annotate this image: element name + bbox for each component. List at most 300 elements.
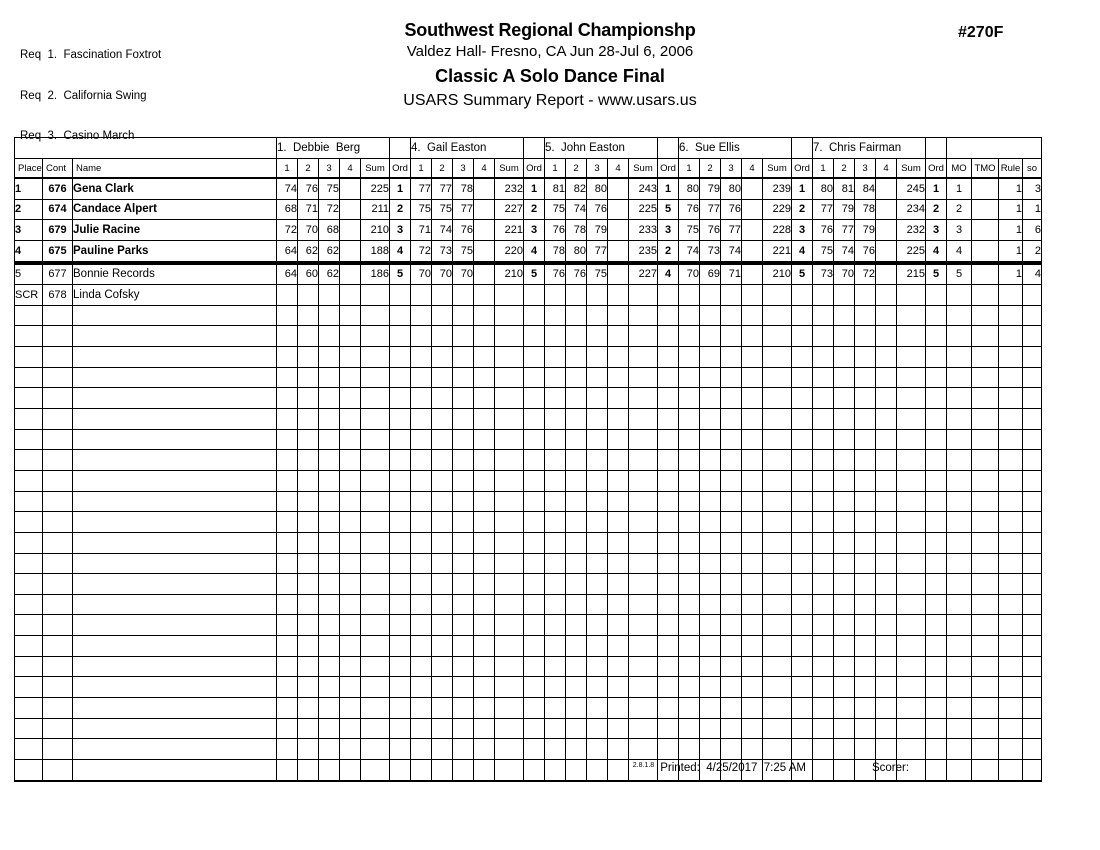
col-header-judge3-3: 3 <box>587 159 608 179</box>
contestant-number-cell: 674 <box>43 199 73 220</box>
place-cell <box>15 698 43 719</box>
skater-name-cell: Bonnie Records <box>73 263 277 285</box>
score-cell <box>340 326 361 347</box>
place-cell: SCR <box>15 285 43 306</box>
score-cell <box>298 285 319 306</box>
sum-cell <box>629 718 658 739</box>
score-cell <box>298 305 319 326</box>
score-cell <box>834 285 855 306</box>
score-cell <box>411 677 432 698</box>
ordinal-cell <box>926 698 947 719</box>
rule-cell <box>999 574 1023 595</box>
score-cell <box>587 367 608 388</box>
score-cell <box>340 305 361 326</box>
sum-cell <box>763 615 792 636</box>
sum-cell <box>897 615 926 636</box>
score-cell: 77 <box>587 240 608 262</box>
empty-row <box>15 367 1042 388</box>
score-cell <box>453 532 474 553</box>
skater-name-cell <box>73 326 277 347</box>
ordinal-cell <box>658 718 679 739</box>
tmo-cell <box>972 574 999 595</box>
ordinal-cell <box>390 305 411 326</box>
score-cell <box>545 636 566 657</box>
place-cell: 5 <box>15 263 43 285</box>
mo-cell <box>947 285 972 306</box>
score-cell <box>545 698 566 719</box>
score-cell <box>432 450 453 471</box>
col-header-judge3-4: 4 <box>608 159 629 179</box>
ordinal-cell <box>926 388 947 409</box>
score-cell <box>587 594 608 615</box>
score-cell <box>545 429 566 450</box>
sum-cell <box>897 429 926 450</box>
place-cell <box>15 636 43 657</box>
score-cell: 77 <box>700 199 721 220</box>
score-cell <box>566 450 587 471</box>
ordinal-cell <box>792 615 813 636</box>
so-cell: 1 <box>1023 199 1042 220</box>
software-version: 2.8.1.8 <box>632 762 655 769</box>
score-cell <box>876 470 897 491</box>
sum-cell <box>361 677 390 698</box>
score-cell <box>474 220 495 241</box>
score-cell <box>813 553 834 574</box>
place-cell <box>15 326 43 347</box>
score-cell <box>319 553 340 574</box>
score-cell <box>453 636 474 657</box>
score-cell <box>277 574 298 595</box>
score-cell: 80 <box>587 178 608 199</box>
ordinal-cell <box>524 574 545 595</box>
score-cell <box>474 594 495 615</box>
so-cell <box>1023 367 1042 388</box>
score-cell <box>876 491 897 512</box>
score-cell: 64 <box>277 263 298 285</box>
header-spacer-left <box>15 138 277 159</box>
score-cell <box>277 739 298 760</box>
so-cell <box>1023 656 1042 677</box>
score-cell <box>742 240 763 262</box>
sum-cell <box>361 347 390 368</box>
score-cell <box>566 739 587 760</box>
tmo-cell <box>972 240 999 262</box>
tmo-cell <box>972 199 999 220</box>
so-cell: 6 <box>1023 220 1042 241</box>
contestant-number-cell <box>43 574 73 595</box>
score-cell <box>813 326 834 347</box>
contestant-number-cell <box>43 512 73 533</box>
sum-cell <box>897 553 926 574</box>
score-cell <box>432 574 453 595</box>
mo-cell <box>947 470 972 491</box>
rule-cell: 1 <box>999 220 1023 241</box>
ordinal-cell <box>792 718 813 739</box>
sum-cell <box>897 698 926 719</box>
score-cell <box>277 677 298 698</box>
ordinal-cell <box>524 409 545 430</box>
score-cell <box>608 409 629 430</box>
score-cell <box>855 388 876 409</box>
score-cell: 75 <box>411 199 432 220</box>
sum-cell <box>629 409 658 430</box>
score-cell <box>742 285 763 306</box>
rule-cell <box>999 759 1023 780</box>
score-cell <box>608 178 629 199</box>
sum-cell <box>361 367 390 388</box>
rule-cell <box>999 677 1023 698</box>
score-cell: 73 <box>813 263 834 285</box>
ordinal-cell: 3 <box>792 220 813 241</box>
score-cell <box>453 326 474 347</box>
sum-cell <box>897 718 926 739</box>
score-cell <box>566 512 587 533</box>
ordinal-cell <box>524 450 545 471</box>
score-cell <box>813 574 834 595</box>
mo-cell <box>947 656 972 677</box>
score-cell: 77 <box>432 178 453 199</box>
score-cell <box>566 677 587 698</box>
score-cell <box>587 656 608 677</box>
score-cell <box>876 512 897 533</box>
score-cell <box>742 367 763 388</box>
sum-cell <box>629 347 658 368</box>
score-cell <box>813 388 834 409</box>
ordinal-cell: 3 <box>390 220 411 241</box>
ordinal-cell: 4 <box>524 240 545 262</box>
score-cell <box>319 491 340 512</box>
place-cell <box>15 450 43 471</box>
mo-cell <box>947 367 972 388</box>
ordinal-cell <box>926 367 947 388</box>
ordinal-cell: 1 <box>792 178 813 199</box>
so-cell <box>1023 512 1042 533</box>
tmo-cell <box>972 178 999 199</box>
score-cell <box>608 388 629 409</box>
col-header-judge4-2: 2 <box>700 159 721 179</box>
score-cell <box>679 470 700 491</box>
score-cell <box>587 739 608 760</box>
score-cell <box>587 409 608 430</box>
score-cell: 70 <box>411 263 432 285</box>
score-cell <box>432 491 453 512</box>
ordinal-cell <box>792 367 813 388</box>
tmo-cell <box>972 759 999 780</box>
score-cell <box>834 347 855 368</box>
col-header-tmo: TMO <box>972 159 999 179</box>
place-cell: 1 <box>15 178 43 199</box>
sum-cell <box>629 470 658 491</box>
score-cell: 70 <box>432 263 453 285</box>
contestant-number-cell <box>43 636 73 657</box>
score-cell <box>813 532 834 553</box>
sum-cell <box>629 532 658 553</box>
tmo-cell <box>972 450 999 471</box>
sum-cell <box>897 285 926 306</box>
rule-cell <box>999 532 1023 553</box>
score-cell <box>855 698 876 719</box>
score-cell <box>855 285 876 306</box>
contestant-number-cell <box>43 326 73 347</box>
score-cell <box>813 512 834 533</box>
judge-name-5: 7. Chris Fairman <box>813 138 926 159</box>
ordinal-cell <box>926 739 947 760</box>
mo-cell <box>947 594 972 615</box>
score-cell <box>587 574 608 595</box>
score-cell: 76 <box>298 178 319 199</box>
contestant-number-cell <box>43 759 73 780</box>
score-cell <box>813 615 834 636</box>
skater-name-cell <box>73 305 277 326</box>
score-cell <box>608 367 629 388</box>
so-cell <box>1023 491 1042 512</box>
score-cell <box>742 698 763 719</box>
score-cell <box>876 367 897 388</box>
score-cell <box>474 199 495 220</box>
score-cell <box>453 615 474 636</box>
score-cell: 71 <box>411 220 432 241</box>
sum-cell: 245 <box>897 178 926 199</box>
sum-cell <box>897 677 926 698</box>
score-cell <box>411 739 432 760</box>
ordinal-cell: 3 <box>658 220 679 241</box>
score-cell: 74 <box>834 240 855 262</box>
report-header <box>0 20 1100 110</box>
score-cell <box>453 470 474 491</box>
ordinal-cell <box>792 594 813 615</box>
score-cell <box>319 388 340 409</box>
score-cell <box>679 409 700 430</box>
score-cell <box>566 367 587 388</box>
mo-cell <box>947 450 972 471</box>
score-cell <box>855 656 876 677</box>
score-cell <box>721 388 742 409</box>
score-cell <box>319 532 340 553</box>
score-cell <box>340 656 361 677</box>
requirement-line-3: Req 3. Casino March <box>20 130 135 142</box>
score-cell <box>608 594 629 615</box>
score-cell <box>340 470 361 491</box>
contestant-number-cell <box>43 470 73 491</box>
sum-cell <box>897 636 926 657</box>
score-cell <box>742 470 763 491</box>
score-cell <box>608 615 629 636</box>
score-cell <box>742 656 763 677</box>
empty-row <box>15 594 1042 615</box>
score-cell <box>277 553 298 574</box>
score-cell <box>721 656 742 677</box>
score-cell <box>700 326 721 347</box>
skater-row <box>15 240 1042 262</box>
score-cell <box>834 450 855 471</box>
score-cell <box>608 718 629 739</box>
score-cell <box>340 677 361 698</box>
score-cell <box>813 470 834 491</box>
place-cell <box>15 615 43 636</box>
rule-cell <box>999 615 1023 636</box>
sum-cell <box>495 677 524 698</box>
score-cell <box>298 532 319 553</box>
tmo-cell <box>972 532 999 553</box>
score-cell <box>813 636 834 657</box>
score-cell <box>340 718 361 739</box>
ordinal-cell <box>926 656 947 677</box>
ordinal-cell <box>658 367 679 388</box>
sum-cell <box>361 305 390 326</box>
skater-name-cell <box>73 759 277 780</box>
score-cell <box>432 305 453 326</box>
score-cell <box>566 491 587 512</box>
score-cell <box>474 512 495 533</box>
header-spacer-ord <box>524 138 545 159</box>
score-cell <box>474 759 495 780</box>
skater-name-cell <box>73 553 277 574</box>
score-cell <box>340 594 361 615</box>
sum-cell <box>897 347 926 368</box>
score-cell: 64 <box>277 240 298 262</box>
score-cell <box>608 677 629 698</box>
score-cell <box>411 326 432 347</box>
mo-cell <box>947 698 972 719</box>
so-cell <box>1023 553 1042 574</box>
ordinal-cell <box>524 656 545 677</box>
sum-cell <box>495 615 524 636</box>
place-cell <box>15 718 43 739</box>
ordinal-cell <box>524 718 545 739</box>
score-cell: 76 <box>545 220 566 241</box>
score-cell: 76 <box>679 199 700 220</box>
contestant-number-cell <box>43 656 73 677</box>
score-cell <box>319 615 340 636</box>
ordinal-cell <box>390 574 411 595</box>
score-cell <box>813 367 834 388</box>
score-cell <box>834 367 855 388</box>
empty-row <box>15 574 1042 595</box>
score-cell <box>834 553 855 574</box>
ordinal-cell <box>926 409 947 430</box>
score-cell <box>474 429 495 450</box>
score-cell <box>340 347 361 368</box>
score-cell <box>545 491 566 512</box>
ordinal-cell <box>390 388 411 409</box>
skater-name-cell: Gena Clark <box>73 178 277 199</box>
score-cell <box>855 347 876 368</box>
score-cell <box>834 615 855 636</box>
score-cell <box>742 326 763 347</box>
score-cell <box>340 615 361 636</box>
skater-name-cell <box>73 636 277 657</box>
ordinal-cell <box>926 677 947 698</box>
score-cell <box>587 285 608 306</box>
score-cell <box>319 450 340 471</box>
so-cell <box>1023 305 1042 326</box>
score-cell <box>432 429 453 450</box>
score-cell <box>855 305 876 326</box>
scorer-label: Scorer: <box>871 762 910 774</box>
score-cell <box>679 326 700 347</box>
sum-cell <box>763 594 792 615</box>
score-cell <box>432 615 453 636</box>
report-type: USARS Summary Report - www.usars.us <box>403 92 697 109</box>
skater-name-cell <box>73 347 277 368</box>
score-cell: 80 <box>721 178 742 199</box>
score-cell <box>411 718 432 739</box>
tmo-cell <box>972 512 999 533</box>
score-cell <box>319 367 340 388</box>
rule-cell <box>999 491 1023 512</box>
sum-cell: 221 <box>495 220 524 241</box>
score-cell <box>876 594 897 615</box>
tmo-cell <box>972 491 999 512</box>
score-cell <box>566 594 587 615</box>
place-cell <box>15 347 43 368</box>
score-cell <box>834 429 855 450</box>
score-cell: 81 <box>834 178 855 199</box>
rule-cell <box>999 698 1023 719</box>
contestant-number-cell <box>43 347 73 368</box>
score-cell <box>340 739 361 760</box>
score-cell <box>679 532 700 553</box>
place-cell <box>15 388 43 409</box>
score-cell <box>432 739 453 760</box>
score-cell <box>679 636 700 657</box>
ordinal-cell <box>390 532 411 553</box>
score-cell: 74 <box>432 220 453 241</box>
score-cell <box>855 677 876 698</box>
col-header-judge2-1: 1 <box>411 159 432 179</box>
sum-cell <box>629 429 658 450</box>
score-cell <box>566 656 587 677</box>
venue-and-date: Valdez Hall- Fresno, CA Jun 28-Jul 6, 2006 <box>406 43 694 60</box>
score-cell <box>834 718 855 739</box>
score-cell: 79 <box>834 199 855 220</box>
so-cell <box>1023 739 1042 760</box>
ordinal-cell <box>390 718 411 739</box>
sum-cell <box>361 285 390 306</box>
score-cell <box>742 594 763 615</box>
score-cell <box>608 429 629 450</box>
score-cell <box>277 636 298 657</box>
event-title: Classic A Solo Dance Final <box>435 66 665 86</box>
sum-cell <box>629 615 658 636</box>
ordinal-cell: 5 <box>390 263 411 285</box>
contestant-number-cell <box>43 553 73 574</box>
score-cell <box>340 491 361 512</box>
score-cell <box>587 491 608 512</box>
score-cell <box>319 677 340 698</box>
ordinal-cell <box>658 512 679 533</box>
sum-cell: 232 <box>495 178 524 199</box>
ordinal-cell: 3 <box>524 220 545 241</box>
score-cell <box>298 326 319 347</box>
score-cell <box>453 512 474 533</box>
score-cell <box>876 677 897 698</box>
score-cell <box>277 429 298 450</box>
score-cell <box>453 285 474 306</box>
contestant-number-cell: 675 <box>43 240 73 262</box>
ordinal-cell <box>926 532 947 553</box>
score-cell <box>432 636 453 657</box>
score-cell <box>340 285 361 306</box>
contestant-number-cell <box>43 739 73 760</box>
score-cell <box>679 677 700 698</box>
col-header-judge5-3: 3 <box>855 159 876 179</box>
ordinal-cell <box>390 594 411 615</box>
so-cell <box>1023 347 1042 368</box>
skater-name-cell <box>73 615 277 636</box>
score-cell <box>298 677 319 698</box>
score-cell <box>411 388 432 409</box>
